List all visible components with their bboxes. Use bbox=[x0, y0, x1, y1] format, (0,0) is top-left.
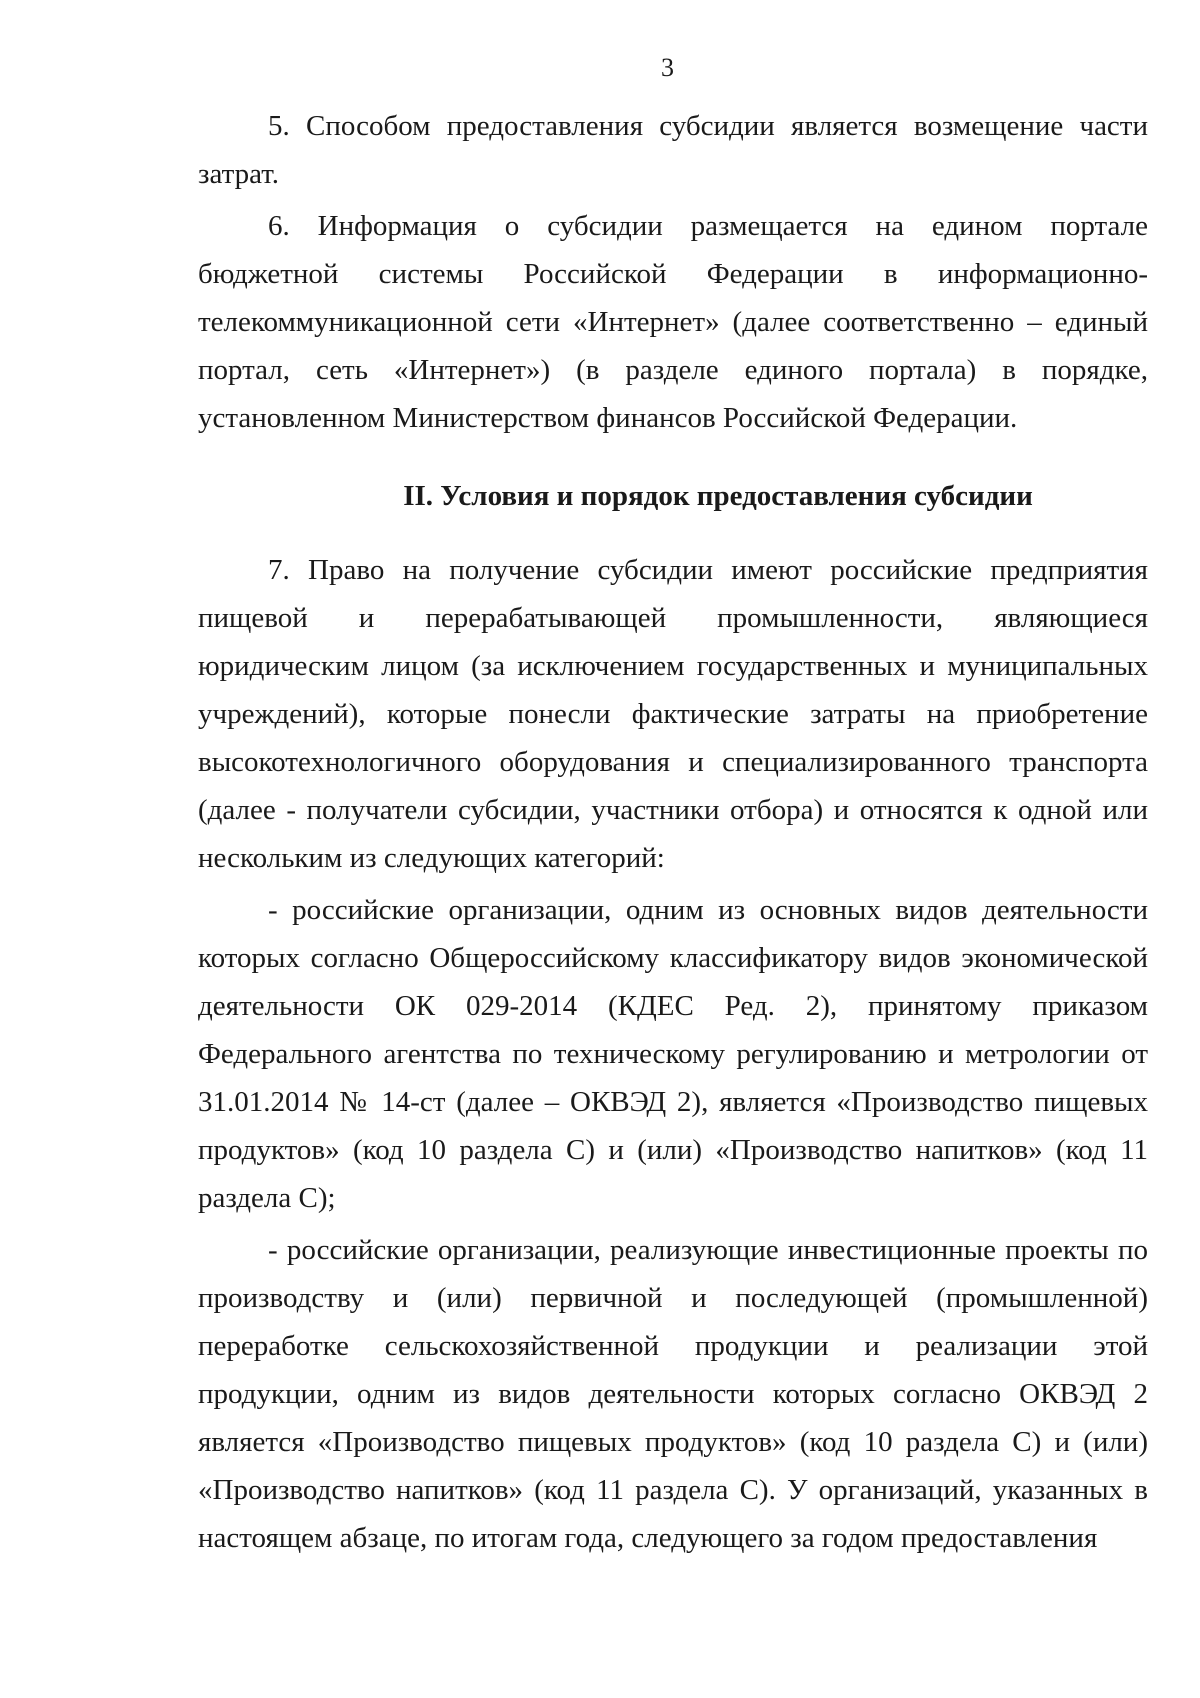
paragraph-5: 5. Способом предоставления субсидии является возмещение части затрат. bbox=[198, 110, 1148, 190]
document-body bbox=[198, 102, 1148, 1562]
paragraph-6: 6. Информация о субсидии размещается на едином портале бюджетной системы Российской Федерации в информационно-телекоммуникационной сети «Интернет» (далее соответственно – единый портал, сеть «Интернет») (в разделе единого портала) в порядке, установленном Министерством финансов Российской Федерации. bbox=[198, 210, 1148, 434]
page-number: 3 bbox=[661, 53, 674, 82]
section-heading: II. Условия и порядок предоставления субсидии bbox=[403, 480, 1033, 512]
list-item-investment-projects: - российские организации, реализующие инвестиционные проекты по производству и (или) первичной и последующей (промышленной) переработке сельскохозяйственной продукции и реализации этой продукции, одним из видов деятельности которых согласно ОКВЭД 2 является «Производство пищевых продуктов» (код 10 раздела С) и (или) «Производство напитков» (код 11 раздела С). У организаций, указанных в настоящем абзаце, по итогам года, следующего за годом предоставления bbox=[198, 1234, 1148, 1554]
list-item-food-production: - российские организации, одним из основных видов деятельности которых согласно Общероссийскому классификатору видов экономической деятельности ОК 029-2014 (КДЕС Ред. 2), принятому приказом Федерального агентства по техническому регулированию и метрологии от 31.01.2014 № 14-ст (далее – ОКВЭД 2), является «Производство пищевых продуктов» (код 10 раздела С) и (или) «Производство напитков» (код 11 раздела С); bbox=[198, 894, 1148, 1214]
paragraph-7: 7. Право на получение субсидии имеют российские предприятия пищевой и перерабатывающей промышленности, являющиеся юридическим лицом (за исключением государственных и муниципальных учреждений), которые понесли фактические затраты на приобретение высокотехнологичного оборудования и специализированного транспорта (далее - получатели субсидии, участники отбора) и относятся к одной или нескольким из следующих категорий: bbox=[198, 554, 1148, 874]
